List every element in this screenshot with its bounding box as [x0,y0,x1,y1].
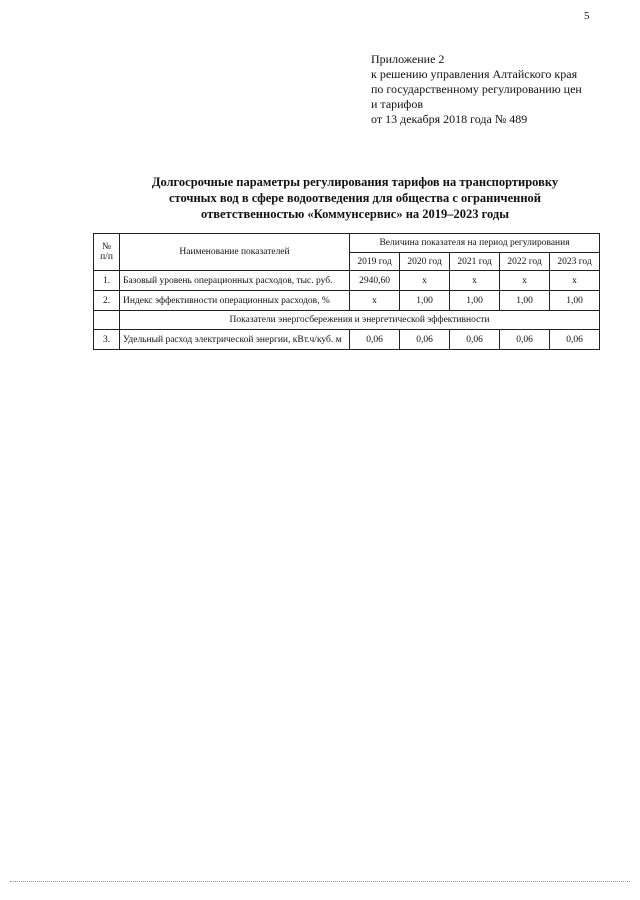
row-value: x [500,271,550,291]
row-num: 1. [94,271,120,291]
row-value: 1,00 [500,291,550,311]
row-value: x [350,291,400,311]
page-number: 5 [584,10,590,22]
header-year: 2023 год [550,253,600,271]
appendix-line: к решению управления Алтайского края [371,67,578,81]
row-name: Индекс эффективности операционных расходов, % [120,291,350,311]
table-section-row [94,311,600,330]
appendix-line: от 13 декабря 2018 года № 489 [371,112,528,126]
title-line: Долгосрочные параметры регулирования тарифов на транспортировку [151,175,559,189]
row-value: 0,06 [450,330,500,350]
row-value: 0,06 [500,330,550,350]
row-value: 0,06 [400,330,450,350]
row-num: 2. [94,291,120,311]
appendix-line: по государственному регулированию цен [371,82,582,96]
appendix-line: и тарифов [371,97,424,111]
parameters-table [93,233,600,350]
header-year: 2021 год [450,253,500,271]
row-value: x [450,271,500,291]
row-name: Базовый уровень операционных расходов, тыс. руб. [120,271,350,291]
row-value: 0,06 [350,330,400,350]
table-row [94,271,600,291]
table-row [94,330,600,350]
row-value: 1,00 [450,291,500,311]
appendix-line: Приложение 2 [371,52,445,66]
appendix-block [371,52,582,127]
title-line: ответственностью «Коммунсервис» на 2019–2023 годы [201,207,509,221]
row-value: 0,06 [550,330,600,350]
header-year: 2019 год [350,253,400,271]
row-value: 1,00 [550,291,600,311]
table-row [94,291,600,311]
row-value: 1,00 [400,291,450,311]
header-year: 2020 год [400,253,450,271]
header-name: Наименование показателей [120,234,350,271]
section-title: Показатели энергосбережения и энергетической эффективности [120,311,600,330]
row-name: Удельный расход электрической энергии, кВт.ч/куб. м [120,330,350,350]
footer-divider [10,881,630,882]
row-value: x [550,271,600,291]
document-title [130,174,580,222]
row-value: 2940,60 [350,271,400,291]
header-year: 2022 год [500,253,550,271]
title-line: сточных вод в сфере водоотведения для общества с ограниченной [168,191,542,205]
header-period: Величина показателя на период регулирования [350,234,600,253]
header-num: № п/п [94,234,120,271]
row-value: x [400,271,450,291]
table-header-row [94,234,600,253]
section-num-cell [94,311,120,330]
row-num: 3. [94,330,120,350]
